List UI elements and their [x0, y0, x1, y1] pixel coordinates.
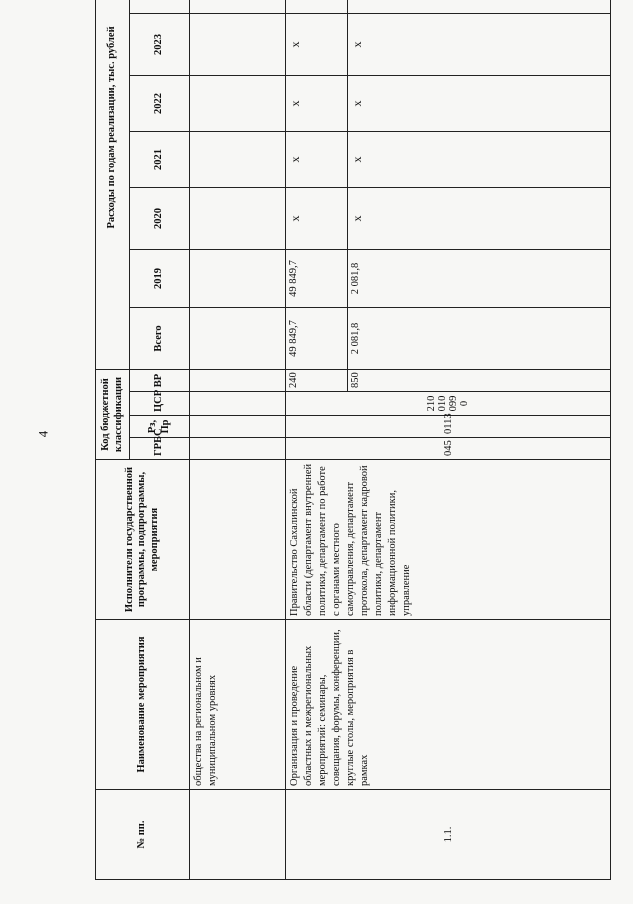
col-header-executor: Исполнители государственной программы, подпрограммы, мероприятия: [96, 460, 190, 620]
col-header-2024: [130, 0, 190, 13]
row-11-grbs: 045: [286, 438, 611, 460]
row-11-csr: 2100100990: [286, 392, 611, 416]
row-11-2021-2: x: [348, 131, 611, 187]
col-header-rzpr: Рз, Пр: [130, 416, 190, 438]
col-header-name: Наименование мероприятия: [96, 620, 190, 790]
row-11-2019-2: 2 081,8: [348, 249, 611, 307]
table-row: [286, 0, 348, 880]
col-header-csr: ЦСР: [130, 392, 190, 416]
row-11-2020-1: x: [286, 187, 348, 249]
col-header-2022: 2022: [130, 75, 190, 131]
row-11-2024-2: [348, 0, 611, 13]
budget-table: [95, 0, 611, 880]
col-header-2019: 2019: [130, 249, 190, 307]
table-row: [190, 0, 286, 880]
row-11-2022-1: x: [286, 75, 348, 131]
col-header-total: Всего: [130, 307, 190, 369]
col-header-vr: ВР: [130, 369, 190, 391]
row-11-2023-1: x: [286, 13, 348, 75]
col-header-num: № пп.: [96, 790, 190, 880]
row-11-2023-2: x: [348, 13, 611, 75]
row-11-vr-2: 850: [348, 369, 611, 391]
rotated-table-container: [95, 26, 610, 880]
row-11-num: 1.1.: [286, 790, 611, 880]
row-11-2019-1: 49 849,7: [286, 249, 348, 307]
col-header-2021: 2021: [130, 131, 190, 187]
row-11-2024-1: [286, 0, 348, 13]
row-11-name: Организация и проведение областных и межрегиональных мероприятий: семинары, совещания, форумы, конференции, круглые столы, мероприятия в рамках: [286, 620, 611, 790]
row-11-total-2: 2 081,8: [348, 307, 611, 369]
col-header-budget-code: Код бюджетной классификации: [96, 369, 130, 459]
row-cont-name: общества на региональном и муниципальном уровнях: [190, 620, 286, 790]
col-header-grbs: ГРБС: [130, 438, 190, 460]
col-header-2020: 2020: [130, 187, 190, 249]
row-11-executor: Правительство Сахалинской области (департамент внутренней политики, департамент по работе с органами местного самоуправления, департамент протокола, департамент кадровой политики, департамент информационной политики, управление: [286, 460, 611, 620]
row-11-2021-1: x: [286, 131, 348, 187]
col-header-expenses: Расходы по годам реализации, тыс. рублей: [96, 0, 130, 369]
row-11-rzpr: 0113: [286, 416, 611, 438]
col-header-2023: 2023: [130, 13, 190, 75]
row-11-total-1: 49 849,7: [286, 307, 348, 369]
row-11-vr-1: 240: [286, 369, 348, 391]
row-11-2020-2: x: [348, 187, 611, 249]
row-11-2022-2: x: [348, 75, 611, 131]
page-number: 4: [35, 430, 51, 438]
